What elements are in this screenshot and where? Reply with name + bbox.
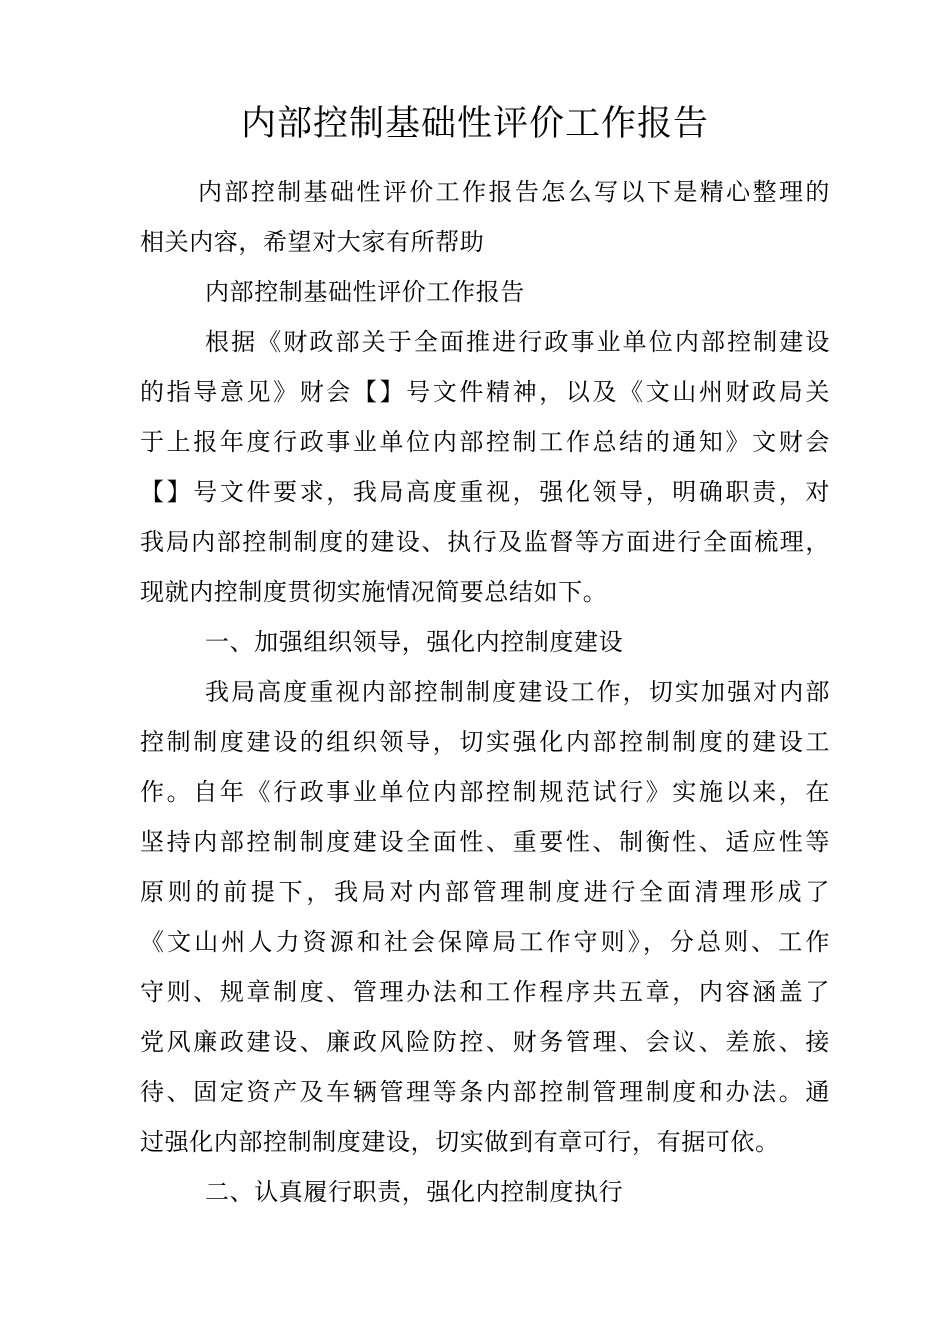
paragraph-line: 根据《财政部关于全面推进行政事业单位内部控制建设 <box>205 328 830 356</box>
paragraph-line: 原则的前提下，我局对内部管理制度进行全面清理形成了 <box>140 878 830 906</box>
paragraph-line: 党风廉政建设、廉政风险防控、财务管理、会议、差旅、接 <box>140 1028 830 1056</box>
paragraph-line: 相关内容，希望对大家有所帮助 <box>140 228 485 256</box>
paragraph-line: 内部控制基础性评价工作报告怎么写以下是精心整理的 <box>198 178 830 206</box>
paragraph-line: 作。自年《行政事业单位内部控制规范试行》实施以来，在 <box>140 778 830 806</box>
paragraph-line: 过强化内部控制制度建设，切实做到有章可行，有据可依。 <box>140 1128 780 1156</box>
paragraph-line: 我局内部控制制度的建设、执行及监督等方面进行全面梳理， <box>140 528 830 556</box>
paragraph-line: 控制制度建设的组织领导，切实强化内部控制制度的建设工 <box>140 728 830 756</box>
paragraph-line: 的指导意见》财会【】号文件精神，以及《文山州财政局关 <box>140 378 830 406</box>
section-heading-1: 一、加强组织领导，强化内控制度建设 <box>205 628 624 656</box>
paragraph-line: 现就内控制度贯彻实施情况简要总结如下。 <box>140 578 608 606</box>
paragraph-line: 【】号文件要求，我局高度重视，强化领导，明确职责，对 <box>140 478 830 506</box>
paragraph-line: 待、固定资产及车辆管理等条内部控制管理制度和办法。通 <box>140 1078 830 1106</box>
section-heading-2: 二、认真履行职责，强化内控制度执行 <box>205 1178 624 1206</box>
document-title: 内部控制基础性评价工作报告 <box>240 104 709 144</box>
section-subtitle: 内部控制基础性评价工作报告 <box>205 278 525 306</box>
paragraph-line: 坚持内部控制制度建设全面性、重要性、制衡性、适应性等 <box>140 828 830 856</box>
paragraph-line: 《文山州人力资源和社会保障局工作守则》，分总则、工作 <box>140 928 830 956</box>
paragraph-line: 我局高度重视内部控制制度建设工作，切实加强对内部 <box>205 678 830 706</box>
paragraph-line: 于上报年度行政事业单位内部控制工作总结的通知》文财会 <box>140 428 830 456</box>
paragraph-line: 守则、规章制度、管理办法和工作程序共五章，内容涵盖了 <box>140 978 830 1006</box>
